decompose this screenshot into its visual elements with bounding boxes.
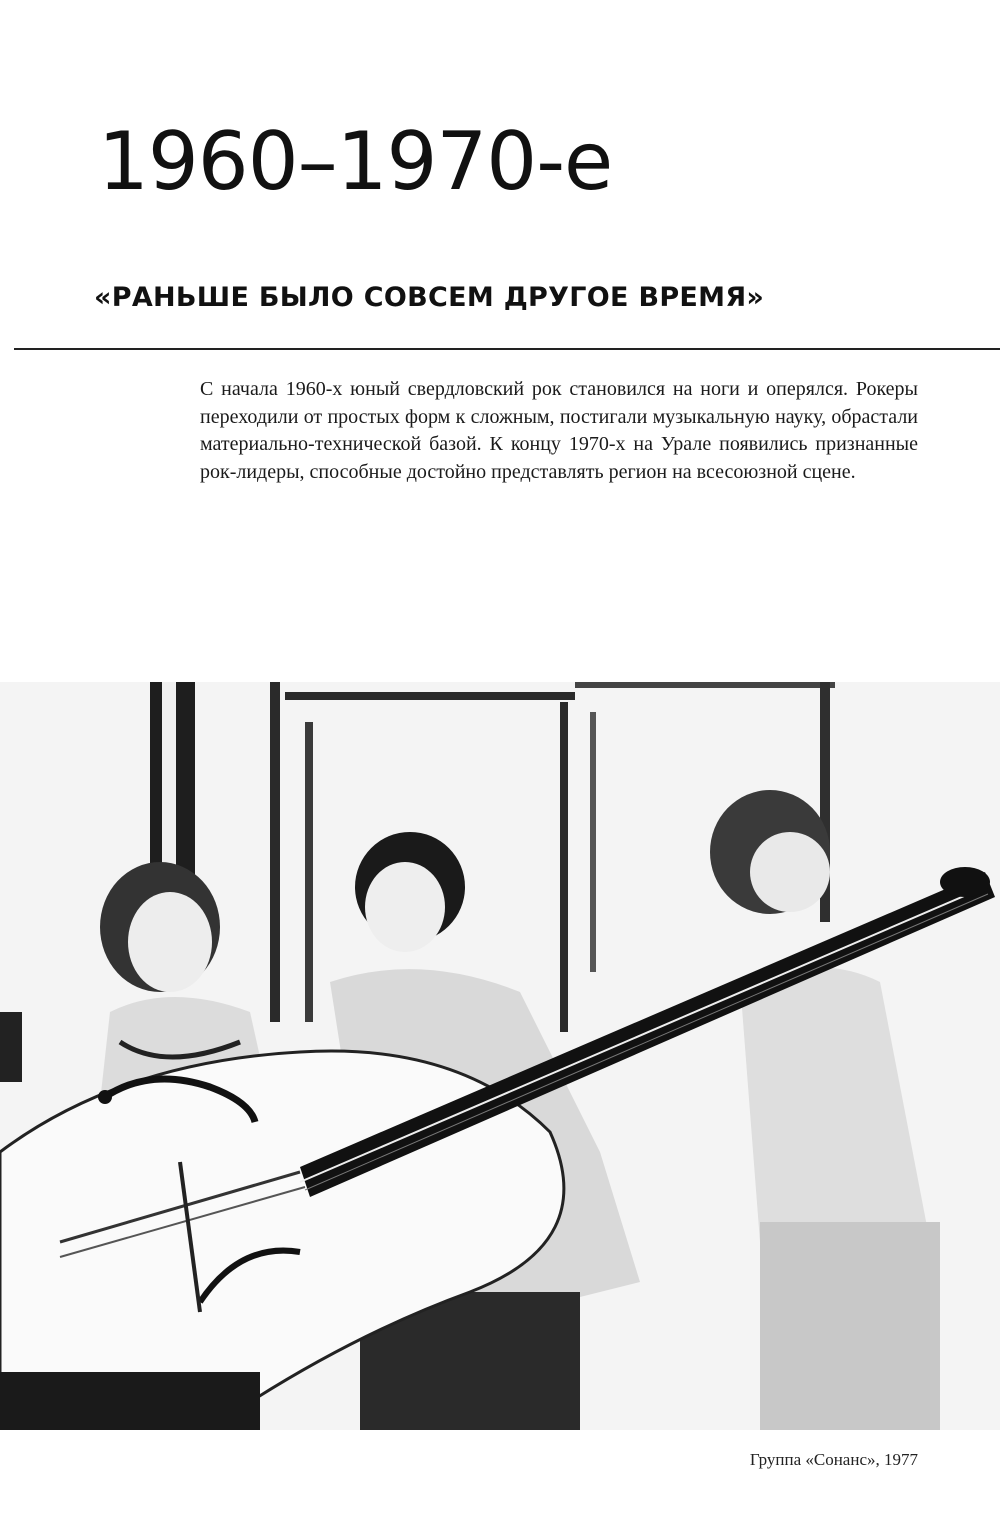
section-divider bbox=[14, 348, 1000, 350]
band-photo bbox=[0, 682, 1000, 1430]
section-heading: «РАНЬШЕ БЫЛО СОВСЕМ ДРУГОЕ ВРЕМЯ» bbox=[94, 282, 765, 313]
photo-caption: Группа «Сонанс», 1977 bbox=[749, 1450, 918, 1469]
intro-paragraph: С начала 1960-х юный свердловский рок становился на ноги и оперялся. Рокеры переходили от простых форм к сложным, постигали музыкальную науку, обрастали материально-технической базой. К концу 1970-х на Урале появились признанные рок-лидеры, способные достойно представлять регион на всесоюзной сцене. bbox=[200, 378, 918, 483]
chapter-title: 1960–1970-е bbox=[98, 115, 613, 208]
